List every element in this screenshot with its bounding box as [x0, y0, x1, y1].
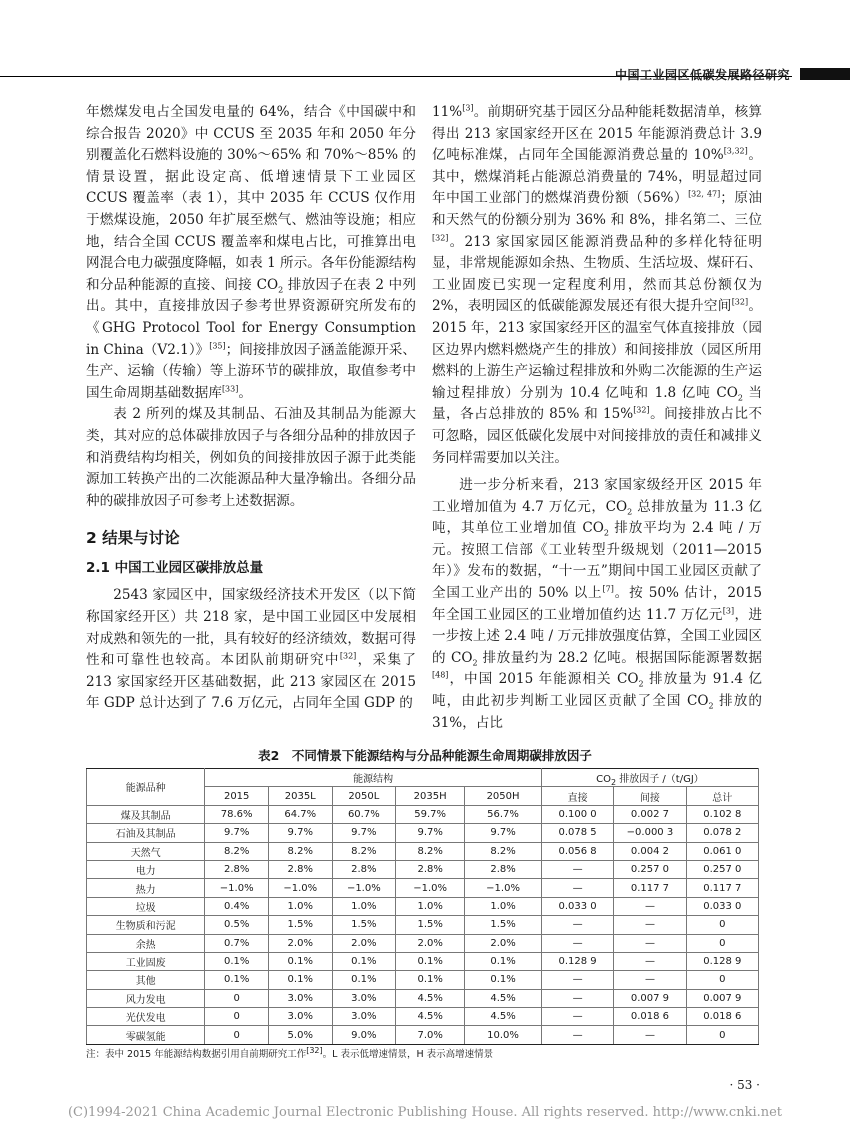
value-cell: 0.7% [205, 934, 269, 952]
value-cell: 8.2% [205, 842, 269, 860]
value-cell: — [541, 879, 613, 897]
table-row [87, 971, 759, 989]
value-cell: 1.0% [332, 897, 396, 915]
copyright-footer: (C)1994-2021 China Academic Journal Electronic Publishing House. All rights reserved. http://www.cnki.net [67, 1105, 783, 1120]
table-row [87, 952, 759, 970]
subheader-cell: 2015 [205, 787, 269, 805]
value-cell: −1.0% [205, 879, 269, 897]
page-number: · 53 · [729, 1078, 760, 1092]
table-row [87, 916, 759, 934]
energy-type-cell: 风力发电 [87, 989, 205, 1007]
value-cell: 0.1% [332, 952, 396, 970]
left-column [86, 102, 416, 715]
right-column [432, 102, 762, 734]
value-cell: 8.2% [332, 842, 396, 860]
energy-type-cell: 光伏发电 [87, 1008, 205, 1026]
table-row [87, 1026, 759, 1044]
table-row [87, 1008, 759, 1026]
citation: [32] [432, 233, 449, 243]
value-cell: 1.0% [268, 897, 332, 915]
value-cell: 0 [686, 934, 758, 952]
header-bar [800, 68, 850, 80]
section-heading: 2 结果与讨论 [86, 529, 180, 548]
value-cell: 0.007 9 [614, 989, 686, 1007]
energy-type-cell: 余热 [87, 934, 205, 952]
value-cell: — [614, 1026, 686, 1044]
citation: [32] [633, 405, 650, 415]
value-cell: −1.0% [332, 879, 396, 897]
paragraph: 表 2 所列的煤及其制品、石油及其制品为能源大类，其对应的总体碳排放因子与各细分品种的排放因子和消费结构均相关，例如负的间接排放因子源于此类能源加工转换产出的二次能源品种大量净输出。各细分品种的碳排放因子可参考上述数据源。 [86, 406, 416, 509]
running-header: 中国工业园区低碳发展路径研究 [614, 68, 790, 82]
value-cell: 1.0% [396, 897, 465, 915]
value-cell: 8.2% [396, 842, 465, 860]
subheader-cell: 2050L [332, 787, 396, 805]
energy-type-cell: 热力 [87, 879, 205, 897]
value-cell: 0.078 2 [686, 824, 758, 842]
subheader-cell: 总计 [686, 787, 758, 805]
value-cell: 8.2% [465, 842, 542, 860]
value-cell: 0.033 0 [686, 897, 758, 915]
paragraph: 进一步分析来看，213 家国家级经开区 2015 年工业增加值为 4.7 万亿元，$CO_2$ 总排放量为 11.3 亿吨，其单位工业增加值 $CO_2$ 排放平均为 2.4 吨 / 万元。按照工信部《工业转型升级规划（2011—2015 年）》发布的数据，“十一五”期间中国工业园区贡献了全国工业产出的 50% 以上[7]。按 50% 估计，2015 年全国工业园区的工业增加值约达 11.7 万亿元[3]，进一步按上述 2.4 吨 / 万元排放强度估算，全国工业园区的 $CO_2$ 排放量约为 28.2 亿吨。根据国际能源署数据[48]，中国 2015 年能源相关 $CO_2$ 排放量为 91.4 亿吨，由此初步判断工业园区贡献了全国 $CO_2$ 排放的 31%，占比 [432, 477, 763, 731]
value-cell: 0.1% [396, 952, 465, 970]
value-cell: 0 [686, 916, 758, 934]
value-cell: 0.056 8 [541, 842, 613, 860]
energy-type-cell: 其他 [87, 971, 205, 989]
value-cell: 2.0% [396, 934, 465, 952]
value-cell: 4.5% [396, 989, 465, 1007]
table-title: 表2 不同情景下能源结构与分品种能源生命周期碳排放因子 [258, 748, 592, 763]
value-cell: 3.0% [332, 989, 396, 1007]
value-cell: 4.5% [465, 989, 542, 1007]
value-cell: — [541, 1026, 613, 1044]
value-cell: — [541, 1008, 613, 1026]
value-cell: 3.0% [268, 989, 332, 1007]
citation: [3,32] [723, 146, 748, 156]
value-cell: 0.5% [205, 916, 269, 934]
header-emission-factor: $CO_2$ 排放因子 /（t/GJ） [541, 769, 758, 787]
value-cell: 9.7% [268, 824, 332, 842]
value-cell: — [614, 934, 686, 952]
energy-type-cell: 煤及其制品 [87, 805, 205, 823]
subheader-cell: 间接 [614, 787, 686, 805]
value-cell: — [541, 860, 613, 878]
header-energy-structure: 能源结构 [205, 769, 542, 787]
value-cell: — [614, 952, 686, 970]
value-cell: 7.0% [396, 1026, 465, 1044]
value-cell: 0.1% [465, 971, 542, 989]
citation: [33] [221, 384, 239, 394]
energy-type-cell: 工业固废 [87, 952, 205, 970]
value-cell: 0 [686, 1026, 758, 1044]
value-cell: 1.5% [268, 916, 332, 934]
value-cell: 10.0% [465, 1026, 542, 1044]
value-cell: — [614, 897, 686, 915]
subsection-heading: 2.1 中国工业园区碳排放总量 [86, 559, 264, 576]
value-cell: 2.8% [205, 860, 269, 878]
citation: [3] [722, 606, 735, 616]
table-row [87, 842, 759, 860]
value-cell: 9.7% [205, 824, 269, 842]
value-cell: 2.8% [332, 860, 396, 878]
value-cell: 0.007 9 [686, 989, 758, 1007]
value-cell: 1.5% [465, 916, 542, 934]
value-cell: 9.7% [396, 824, 465, 842]
value-cell: 0 [205, 1026, 269, 1044]
value-cell: 78.6% [205, 805, 269, 823]
citation: [32] [731, 297, 749, 307]
table-note: 注：表中 2015 年能源结构数据引用自前期研究工作[32]。L 表示低增速情景，H 表示高增速情景 [86, 1045, 494, 1060]
table-row [87, 934, 759, 952]
value-cell: 4.5% [396, 1008, 465, 1026]
value-cell: 64.7% [268, 805, 332, 823]
value-cell: — [614, 971, 686, 989]
value-cell: — [541, 934, 613, 952]
subheader-cell: 直接 [541, 787, 613, 805]
value-cell: 0.1% [465, 952, 542, 970]
value-cell: 0.257 0 [686, 860, 758, 878]
value-cell: 2.0% [332, 934, 396, 952]
value-cell: 0.1% [332, 971, 396, 989]
value-cell: 0 [205, 989, 269, 1007]
value-cell: 2.8% [396, 860, 465, 878]
energy-type-cell: 零碳氢能 [87, 1026, 205, 1044]
table-row [87, 824, 759, 842]
value-cell: 0.018 6 [614, 1008, 686, 1026]
value-cell: 0.078 5 [541, 824, 613, 842]
value-cell: 2.0% [268, 934, 332, 952]
value-cell: 0 [205, 1008, 269, 1026]
emission-factor-table [86, 768, 759, 1045]
citation: [32] [339, 651, 357, 661]
energy-type-cell: 生物质和污泥 [87, 916, 205, 934]
value-cell: 0.002 7 [614, 805, 686, 823]
table-row [87, 897, 759, 915]
energy-type-cell: 电力 [87, 860, 205, 878]
table-row [87, 805, 759, 823]
header-energy-type: 能源品种 [87, 769, 205, 806]
subheader-cell: 2035L [268, 787, 332, 805]
value-cell: 0 [686, 971, 758, 989]
value-cell: 9.0% [332, 1026, 396, 1044]
value-cell: 0.102 8 [686, 805, 758, 823]
energy-type-cell: 垃圾 [87, 897, 205, 915]
citation: [48] [432, 670, 449, 680]
energy-type-cell: 天然气 [87, 842, 205, 860]
paragraph: 2543 家园区中，国家级经济技术开发区（以下简称国家经开区）共 218 家，是中国工业园区中发展相对成熟和领先的一批，具有较好的经济绩效，数据可得性和可靠性也较高。本团队前期研究中[32]，采集了 213 家国家经开区基础数据，此 213 家园区在 2015 年 GDP 总计达到了 7.6 万亿元，占同年全国 GDP 的 [86, 587, 417, 712]
value-cell: 0.117 7 [686, 879, 758, 897]
value-cell: 0.128 9 [686, 952, 758, 970]
value-cell: 0.4% [205, 897, 269, 915]
value-cell: −1.0% [465, 879, 542, 897]
value-cell: 8.2% [268, 842, 332, 860]
value-cell: 60.7% [332, 805, 396, 823]
subheader-cell: 2035H [396, 787, 465, 805]
value-cell: 0.1% [205, 971, 269, 989]
value-cell: 4.5% [465, 1008, 542, 1026]
table-row [87, 879, 759, 897]
citation: [32, 47] [688, 189, 721, 199]
energy-type-cell: 石油及其制品 [87, 824, 205, 842]
value-cell: −1.0% [268, 879, 332, 897]
value-cell: 1.5% [332, 916, 396, 934]
value-cell: 0.117 7 [614, 879, 686, 897]
value-cell: 0.128 9 [541, 952, 613, 970]
value-cell: 0.1% [268, 971, 332, 989]
value-cell: 9.7% [465, 824, 542, 842]
value-cell: — [614, 916, 686, 934]
value-cell: — [541, 971, 613, 989]
paragraph: 11%[3]。前期研究基于园区分品种能耗数据清单，核算得出 213 家国家经开区在 2015 年能源消费总计 3.9 亿吨标准煤，占同年全国能源消费总量的 10%[3,32]。其中，燃煤消耗占能源总消费量的 74%，明显超过同年中国工业部门的燃煤消费份额（56%）[32, 47]；原油和天然气的份额分别为 36% 和 8%，排名第二、三位[32]。213 家国家园区能源消费品种的多样化特征明显，非常规能源如余热、生物质、生活垃圾、煤矸石、工业固废已实现一定程度利用，然而其总份额仅为 2%，表明园区的低碳能源发展还有很大提升空间[32]。2015 年，213 家国家经开区的温室气体直接排放（园区边界内燃料燃烧产生的排放）和间接排放（园区所用燃料的上游生产运输过程排放和外购二次能源的生产运输过程排放）分别为 10.4 亿吨和 1.8 亿吨 $CO_2$ 当量，各占总排放的 85% 和 15%[32]。间接排放占比不可忽略，园区低碳化发展中对间接排放的责任和减排义务同样需要加以关注。 [432, 103, 763, 466]
value-cell: 3.0% [268, 1008, 332, 1026]
citation: [7] [602, 584, 614, 594]
value-cell: 3.0% [332, 1008, 396, 1026]
value-cell: 2.8% [268, 860, 332, 878]
table-row [87, 860, 759, 878]
value-cell: 0.1% [396, 971, 465, 989]
value-cell: −1.0% [396, 879, 465, 897]
table-row [87, 989, 759, 1007]
value-cell: 0.061 0 [686, 842, 758, 860]
value-cell: 0.033 0 [541, 897, 613, 915]
subheader-cell: 2050H [465, 787, 542, 805]
value-cell: 0.1% [268, 952, 332, 970]
value-cell: 0.004 2 [614, 842, 686, 860]
value-cell: 9.7% [332, 824, 396, 842]
citation: [35] [209, 341, 226, 350]
value-cell: 2.0% [465, 934, 542, 952]
paragraph: 年燃煤发电占全国发电量的 64%，结合《中国碳中和综合报告 2020》中 CCUS 至 2035 年和 2050 年分别覆盖化石燃料设施的 30%～65% 和 70%～85% 的情景设置，据此设定高、低增速情景下工业园区 CCUS 覆盖率（表 1），其中 2035 年 CCUS 仅作用于燃煤设施，2050 年扩展至燃气、燃油等设施；相应地，结合全国 CCUS 覆盖率和煤电占比，可推算出电网混合电力碳强度降幅，如表 1 所示。各年份能源结构和分品种能源的直接、间接 $CO_2$ 排放因子在表 2 中列出。其中，直接排放因子参考世界资源研究所发布的《GHG Protocol Tool for Energy Consumption in China（V2.1）》[35]；间接排放因子涵盖能源开采、生产、运输（传输）等上游环节的碳排放，取值参考中国生命周期基础数据库[33]。 [86, 104, 416, 401]
value-cell: −0.000 3 [614, 824, 686, 842]
value-cell: — [541, 916, 613, 934]
value-cell: — [541, 989, 613, 1007]
value-cell: 5.0% [268, 1026, 332, 1044]
value-cell: 0.1% [205, 952, 269, 970]
value-cell: 0.100 0 [541, 805, 613, 823]
value-cell: 1.5% [396, 916, 465, 934]
value-cell: 0.018 6 [686, 1008, 758, 1026]
value-cell: 0.257 0 [614, 860, 686, 878]
value-cell: 59.7% [396, 805, 465, 823]
citation: [3] [462, 103, 474, 113]
value-cell: 1.0% [465, 897, 542, 915]
value-cell: 56.7% [465, 805, 542, 823]
value-cell: 2.8% [465, 860, 542, 878]
